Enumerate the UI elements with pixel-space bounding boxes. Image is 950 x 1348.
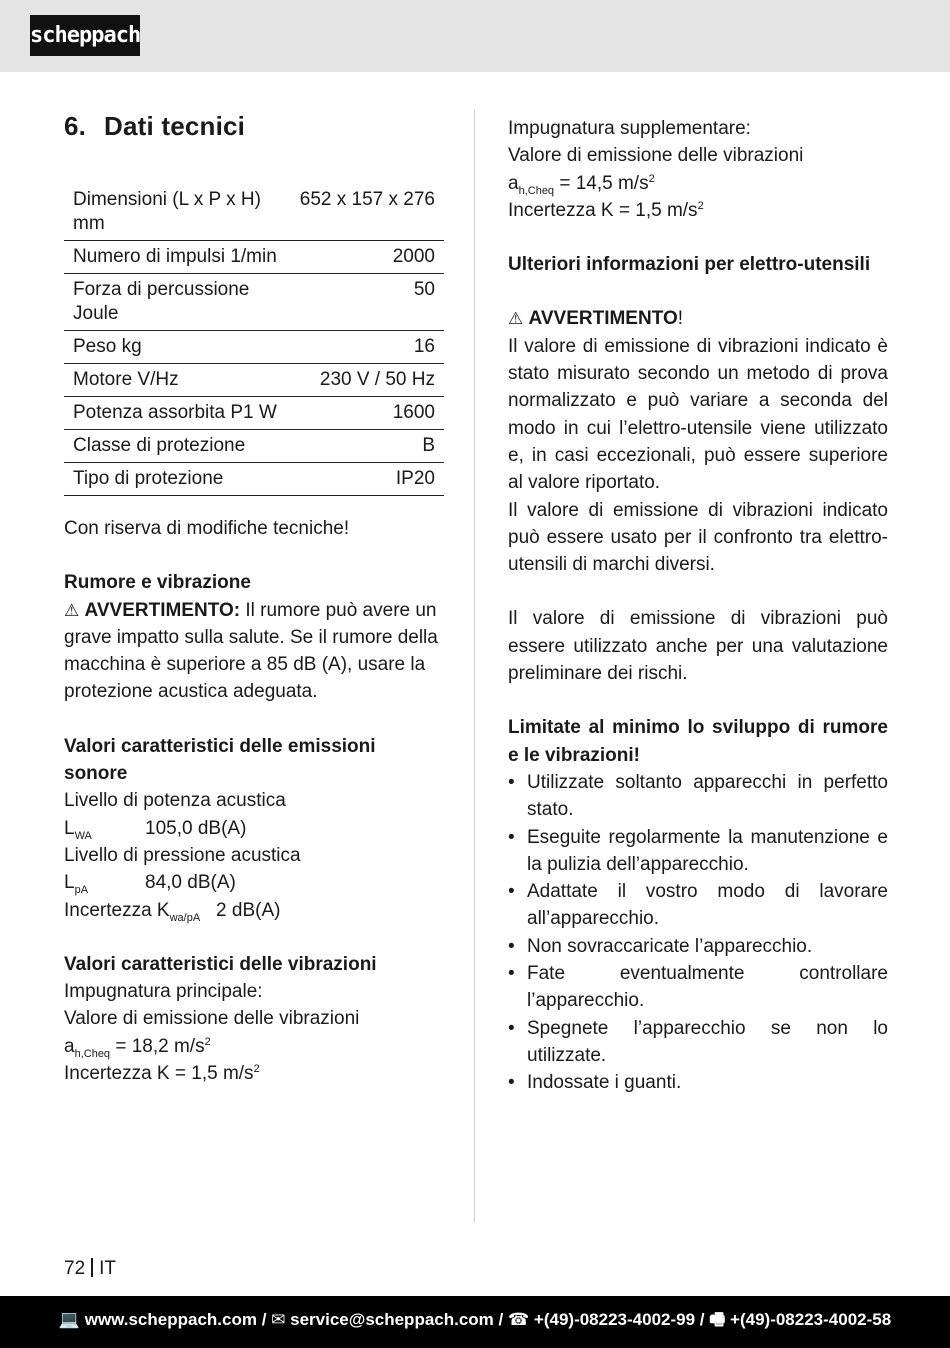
section-title-text: Dati tecnici (104, 111, 246, 141)
limit-list (508, 769, 888, 1097)
table-row (64, 430, 444, 463)
table-row (64, 364, 444, 397)
ah-symbol: a (508, 172, 519, 194)
aux-emission-label: Valore di emissione delle vibrazioni (508, 145, 804, 167)
page-number: 72 IT (64, 1258, 117, 1279)
list-item: • Adattate il vostro modo di lavorare all’apparecchio. (508, 881, 888, 930)
spec-value: IP20 (395, 468, 435, 489)
spec-value: 50 (413, 279, 435, 300)
list-item: • Spegnete l’apparecchio se non lo utilizzate. (508, 1017, 888, 1066)
uncert-value: 2 dB(A) (216, 899, 281, 921)
uncert-label: Incertezza K (64, 899, 170, 921)
sound-lpa-row (64, 869, 444, 896)
list-item: • Non sovraccaricate l’apparecchio. (508, 935, 813, 957)
ah-sub: h,Cheq (518, 184, 555, 197)
section-title (64, 100, 444, 152)
table-row (64, 274, 444, 331)
list-item: • Eseguite regolarmente la manutenzione e la pulizia dell’apparecchio. (508, 826, 888, 875)
lwa-value: 105,0 dB(A) (145, 817, 247, 839)
vibration-heading: Valori caratteristici delle vibrazioni (64, 953, 377, 975)
sound-heading: Valori caratteristici delle emissioni sonore (64, 735, 376, 785)
list-item: • Utilizzate soltanto apparecchi in perfetto stato. (508, 771, 888, 821)
aux-uncertainty: Incertezza K = 1,5 $m/s^2$ (508, 199, 704, 221)
left-column (64, 100, 444, 1087)
spec-value: 652 x 157 x 276 (299, 189, 435, 210)
ah-sub: h,Cheq (74, 1047, 111, 1060)
column-divider (474, 110, 475, 1222)
spec-value: 16 (413, 336, 435, 357)
mail-icon: ✉ (271, 1310, 286, 1329)
spec-label: Peso kg (73, 336, 142, 357)
technical-note: Con riserva di modifiche tecniche! (64, 518, 350, 539)
section-number: 6. (64, 111, 87, 141)
sound-pressure-label: Livello di pressione acustica (64, 844, 301, 866)
spec-value: 1600 (392, 402, 435, 423)
spec-value: 230 V / 50 Hz (319, 369, 435, 390)
main-value: = 18,2 m/s (110, 1035, 205, 1057)
spec-label: Tipo di protezione (73, 468, 224, 489)
lpa-symbol: L (64, 872, 75, 894)
footer-website[interactable]: www.scheppach.com (84, 1310, 257, 1329)
more-info-warning: ⚠ AVVERTIMENTO! (508, 308, 684, 330)
spec-label: Motore V/Hz (73, 369, 179, 390)
right-column (508, 115, 888, 1097)
table-row (64, 463, 444, 496)
spec-label: Dimensioni (L x P x H) mm (73, 189, 261, 234)
spec-table (64, 188, 444, 496)
main-uncertainty: Incertezza K = 1,5 $m/s^2$ (64, 1063, 260, 1085)
limit-heading: Limitate al minimo lo sviluppo di rumore e le vibrazioni! (508, 717, 888, 766)
aux-value: = 14,5 m/s (554, 172, 649, 194)
warning-label: AVVERTIMENTO: (84, 599, 241, 621)
more-info-para2: Il valore di emissione di vibrazioni indicato può essere usato per il confronto tra elettro-utensili di marchi diversi. (508, 499, 888, 576)
exponent: 2 (204, 1035, 211, 1048)
table-row (64, 397, 444, 430)
table-row (64, 241, 444, 274)
computer-icon: 💻 (58, 1310, 80, 1329)
exponent: 2 (697, 199, 704, 212)
main-emission-value (64, 1033, 444, 1060)
main-grip: Impugnatura principale: (64, 981, 263, 1003)
page-header (0, 0, 950, 72)
sound-uncert-row (64, 897, 444, 924)
spec-label: Classe di protezione (73, 435, 246, 456)
more-info-para3: Il valore di emissione di vibrazioni può essere utilizzato anche per una valutazione preliminare dei rischi. (508, 608, 888, 685)
exponent: 2 (253, 1063, 260, 1076)
fax-icon: 🖷 (709, 1310, 726, 1329)
exponent: 2 (648, 172, 655, 185)
aux-grip: Impugnatura supplementare: (508, 118, 751, 139)
sound-power-label: Livello di potenza acustica (64, 790, 286, 812)
warning-label: AVVERTIMENTO (528, 308, 678, 330)
ah-symbol: a (64, 1035, 75, 1057)
spec-label: Numero di impulsi 1/min (73, 246, 277, 267)
spec-value: 2000 (392, 246, 435, 267)
footer-fax: +(49)-08223-4002-58 (730, 1310, 892, 1329)
spec-label: Potenza assorbita P1 W (73, 402, 277, 423)
lpa-sub: pA (74, 884, 89, 897)
warning-text: Il rumore può avere un grave impatto sulla salute. Se il rumore della macchina è superiore a 85 dB (A), usare la protezione acustica adeguata. (64, 599, 438, 703)
noise-heading: Rumore e vibrazione (64, 572, 251, 594)
lwa-sub: WA (74, 829, 92, 842)
table-row (64, 331, 444, 364)
table-row (64, 188, 444, 241)
aux-emission-value (508, 170, 888, 197)
sound-lwa-row (64, 815, 444, 842)
warning-icon: ⚠ (64, 600, 80, 620)
footer-phone: +(49)-08223-4002-99 (533, 1310, 696, 1329)
main-emission-label: Valore di emissione delle vibrazioni (64, 1008, 360, 1030)
footer-email[interactable]: service@scheppach.com (290, 1310, 494, 1329)
lpa-value: 84,0 dB(A) (145, 872, 236, 894)
warning-icon: ⚠ (508, 309, 524, 329)
spec-label: Forza di percussione Joule (73, 279, 250, 324)
page-footer: 💻 www.scheppach.com / ✉ service@scheppach.com / ☎ +(49)-08223-4002-99 / 🖷 +(49)-08223-4002-58 (0, 1296, 950, 1348)
more-info-para1: Il valore di emissione di vibrazioni indicato è stato misurato secondo un metodo di prova normalizzato e può variare a seconda del modo in cui l’elettro-utensile viene utilizzato e, in casi eccezionali, può essere superiore al valore riportato. (508, 335, 888, 494)
list-item: • Indossate i guanti. (508, 1072, 682, 1094)
spec-value: B (422, 435, 435, 456)
phone-icon: ☎ (507, 1310, 530, 1329)
lwa-symbol: L (64, 817, 75, 839)
uncert-sub: wa/pA (169, 911, 201, 924)
noise-warning (64, 597, 444, 706)
more-info-heading: Ulteriori informazioni per elettro-utensili (508, 254, 871, 276)
list-item: • Fate eventualmente controllare l’apparecchio. (508, 963, 888, 1012)
scheppach-logo: scheppach (30, 15, 140, 56)
